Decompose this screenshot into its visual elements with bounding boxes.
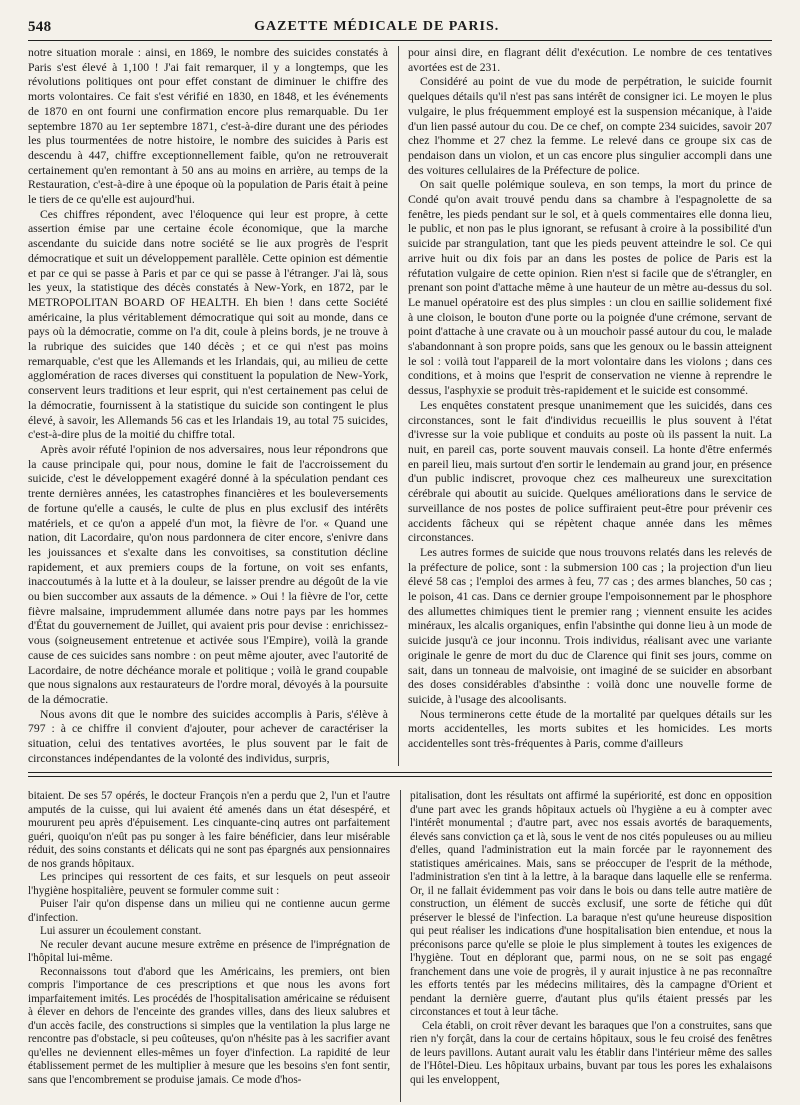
maxim: Ne reculer devant aucune mesure extrême en présence de l'imprégnation de l'hôpital lui-même. [28, 938, 390, 964]
column-divider [400, 790, 401, 1102]
top-right-column [408, 46, 772, 752]
paragraph: pitalisation, dont les résultats ont affirmé la supériorité, est donc en opposition d'une part avec les grands hôpitaux actuels où l'hygiène a eu à compter avec l'intérêt monumental ; d'autre part, avec nos essais avortés de baraquements, élevés sans conviction ça et là, sous le vent de nos cités populeuses ou au milieu d'elles, quand l'administration eut la main forcée par le rayonnement des statistiques américaines. Mais, sans se préoccuper de l'esprit de la méthode, l'administration s'en tint à la lettre, à la baraque dans laquelle elle se renferma. Or, il ne fallait évidemment pas voir dans le bois ou dans telle autre matière de construction, un élément de succès exclusif, une sorte de fétiche qui dût préserver le blessé de l'infection. La baraque n'est qu'une heureuse disposition qui peut réaliser les indications d'une hospitalisation bien entendue, et nous la préconisons parce qu'elle se ploie le plus simplement à toutes les exigences de l'hygiène. Tout en déplorant que, parmi nous, on ne se soit pas engagé franchement dans une voie de progrès, il y aurait injustice à ne pas reconnaître les efforts tentés par les médecins militaires, dès la campagne d'Orient et pendant la dernière guerre, d'autant plus qu'ils étaient pressés par les circonstances et tout à leur tâche. [410, 790, 772, 1018]
paragraph: Reconnaissons tout d'abord que les Américains, les premiers, ont bien compris l'importance de ces prescriptions et que nous les avons fort imparfaitement imités. Les procédés de l'hospitalisation américaine se réduisent à élever en dehors de l'enceinte des grandes villes, dans des lieux salubres et d'un accès facile, des constructions si simples que la ventilation la plus large ne rencontre pas d'obstacle, si peu coûteuses, qu'on n'hésite pas à les sacrifier avant qu'elles ne deviennent elles-mêmes un foyer d'infection. La rapidité de leur établissement permet de les multiplier à mesure que les besoins s'en font sentir, sans que l'encombrement se produise jamais. Ce mode d'hos- [28, 965, 390, 1086]
top-left-column [28, 46, 388, 766]
paragraph: Après avoir réfuté l'opinion de nos adversaires, nous leur répondrons que la cause principale qui, pour nous, domine le fait de l'accroissement du suicide, c'est le développement exagéré donné à la spéculation pendant ces trente dernières années, les catastrophes financières et les bouleversements de fortune qu'elle a causés, le culte de plus en plus exclusif des intérêts matériels, et ce qu'on a appelé d'un mot, la fièvre de l'or. « Quand une nation, dit Lacordaire, qu'on nous pardonnera de citer encore, s'enivre dans les jouissances et s'exalte dans les convoitises, sa constitution décline rapidement, et aux premiers coups de la fortune, on voit ses enfants, inaccoutumés à la lutte et à la douleur, se laisser prendre au dégoût de la vie ou bien succomber aux assauts de la démence. » Oui ! la fièvre de l'or, cette fièvre malsaine, imprudemment allumée dans notre pays par les hommes d'État du gouvernement de Juillet, qui avaient pris pour devise : enrichissez-vous (soigneusement entretenue et activée sous l'Empire), voilà la grande cause de ces suicides sans nombre : on peut même ajouter, avec l'autorité de Lacordaire, de notre déchéance morale et politique ; voilà le grand coupable que nous signalons aux restaurateurs de l'ordre moral, dévoyés à la poursuite de la démocratie. [28, 442, 388, 706]
paragraph: Nous terminerons cette étude de la mortalité par quelques détails sur les morts accidentelles, les morts subites et les homicides. Les morts accidentelles sont très-fréquentes à Paris, comme d'ailleurs [408, 707, 772, 751]
paragraph: Considéré au point de vue du mode de perpétration, le suicide fournit quelques détails qu'il n'est pas sans intérêt de consigner ici. Le moyen le plus vulgaire, le plus fréquemment employé est la suspension mécanique, à l'aide d'un lien passé autour du cou. De ce chef, on compte 234 suicides, savoir 207 chez l'homme et 27 chez la femme. Le relevé dans ce groupe six cas de pendaison dans un violon, et un cas encore plus singulier accompli dans une des voitures cellulaires de la Préfecture de police. [408, 75, 772, 177]
section-divider [28, 772, 772, 773]
paragraph: Nous avons dit que le nombre des suicides accomplis à Paris, s'élève à 797 : à ce chiffre il convient d'ajouter, pour achever de caractériser la situation, celui des tentatives avortées, le plus souvent par le fait de circonstances indépendantes de la volonté des individus, surpris, [28, 707, 388, 765]
maxim: Puiser l'air qu'on dispense dans un milieu qui ne contienne aucun germe d'infection. [28, 898, 390, 924]
paragraph: On sait quelle polémique souleva, en son temps, la mort du prince de Condé qu'on avait trouvé pendu dans sa chambre à l'espagnolette de sa fenêtre, les pieds pendant sur le sol, et à quels commentaires elle donna lieu, le public, et non pas le plus ignorant, se refusant à croire à la possibilité d'un suicide par strangulation, tant que les pieds peuvent atteindre le sol. Ce qui arrive huit ou dix fois par an dans les postes de police de Paris est la réfutation vulgaire de cette opinion. Rien n'est si facile que de s'étrangler, en prenant son point d'attache même à une hauteur de un mètre au-dessus du sol. Le manuel opératoire est des plus simples : un clou en saillie solidement fixé à une cloison, le bouton d'une porte ou la poignée d'une crémone, servant de point d'attache à une cravate ou à un mouchoir passé autour du cou, le malade s'abandonnant à son propre poids, sans que les genoux ou le bassin atteignent le sol : voilà tout l'appareil de la mort volontaire dans les violons ; dans ces conditions, et à moins que l'esprit de conservation ne vienne à reprendre le dessus, l'asphyxie se produit très-rapidement et le suicide est consommé. [408, 178, 772, 398]
paragraph: Les autres formes de suicide que nous trouvons relatés dans les relevés de la préfecture de police, sont : la submersion 100 cas ; la projection d'un lieu élevé 58 cas ; l'emploi des armes à feu, 77 cas ; des armes blanches, 50 cas ; le poison, 41 cas. Dans ce dernier groupe l'empoisonnement par le phosphore des allumettes chimiques tient le premier rang ; viennent ensuite les acides minéraux, les alcalis organiques, enfin l'absinthe qui donne lieu à un mode de suicide jusqu'à ce jour inconnu. Trois individus, réalisant avec une variante originale le genre de mort du duc de Clarence qui finit ses jours, comme on sait, dans un tonneau de malvoisie, ont imaginé de se suicider en absorbant des doses considérables d'absinthe : voilà donc une nouvelle forme de suicide, à l'usage des alcoolisants. [408, 545, 772, 706]
paragraph: Les enquêtes constatent presque unanimement que les suicidés, dans ces circonstances, sont le fait d'individus recueillis le plus souvent à l'état d'ivresse sur la voie publique et conduits au poste où ils passent la nuit. La nuit, en pareil cas, porte souvent mauvais conseil. La honte d'être enfermés en pareil lieu, mais surtout d'en sortir le lendemain au grand jour, en présence d'un public indiscret, provoque chez ces malheureux une surexcitation cérébrale qui aboutit au suicide. Quelques améliorations dans le service de surveillance de nos postes de police suffiraient peut-être pour prévenir ces accidents fâcheux qui se répètent chaque année dans les mêmes circonstances. [408, 398, 772, 545]
paragraph: bitaient. De ses 57 opérés, le docteur François n'en a perdu que 2, l'un et l'autre amputés de la cuisse, qui lui avaient été amenés dans un état désespéré, et moururent peu après d'épuisement. Les cinquante-cinq autres ont parfaitement guéri, quoiqu'on n'eût pas pu songer à les faire bénéficier, dans leur misérable réduit, des soins constants et délicats qui ne sont pas épargnés aux pensionnaires de nos grands hôpitaux. [28, 790, 390, 870]
paragraph: pour ainsi dire, en flagrant délit d'exécution. Le nombre de ces tentatives avortées est de 231. [408, 46, 772, 74]
section-divider [28, 776, 772, 777]
paragraph: Cela établi, on croit rêver devant les baraques que l'on a construites, sans que rien n'y forçât, dans la cour de certains hôpitaux, sous le feu croisé des fenêtres de leurs pavillons. Autant aurait valu les établir dans l'intérieur même des salles de l'Hôtel-Dieu. Les hôpitaux urbains, buvant par tous les pores les exhalaisons qui les enveloppent, [410, 1019, 772, 1086]
page-number: 548 [28, 18, 52, 35]
page-header [28, 14, 772, 41]
journal-title: GAZETTE MÉDICALE DE PARIS. [254, 19, 500, 34]
column-divider [398, 46, 399, 766]
paragraph: Ces chiffres répondent, avec l'éloquence qui leur est propre, à cette assertion émise par une certaine école économique, que la marche ascendante du suicide dans notre société se lie aux progrès de l'esprit démocratique et suit un développement parallèle. Cette opinion est démentie et par ce qui se passe à Paris et par ce qui se passe à l'étranger. J'ai là, sous les yeux, la statistique des décès constatés à New-York, en 1872, par le METROPOLITAN BOARD OF HEALTH. Eh bien ! dans cette Société américaine, la plus véritablement démocratique qui soit au monde, dans ce pays où la démocratie, comme on l'a dit, coule à pleins bords, je ne trouve à la rubrique des suicides que 140 décès ; et ce qui n'est pas moins remarquable, c'est que les Allemands et les Irlandais, qui, au milieu de cette agglomération de races diverses qui constituent la population de New-York, conservent leurs traditions et leur esprit, qui n'est certainement pas celui de la démocratie, fournissent à la statistique du suicide son contingent le plus élevé, à savoir, les Allemands 56 cas et les Irlandais 19, au total 75 suicides, c'est-à-dire plus de la moitié du chiffre total. [28, 207, 388, 442]
bottom-left-column [28, 790, 390, 1087]
bottom-right-column [410, 790, 772, 1087]
maxim: Lui assurer un écoulement constant. [40, 925, 202, 937]
paragraph: notre situation morale : ainsi, en 1869, le nombre des suicides constatés à Paris s'est élevé à 1,100 ! J'ai fait remarquer, il y a longtemps, que les révolutions politiques ont pour effet constant de diminuer le chiffre des morts volontaires. Ce fait s'est vérifié en 1830, en 1848, et les événements de 1870 en ont fourni une confirmation encore plus remarquable. Du 1er septembre 1870 au 1er septembre 1871, c'est-à-dire durant une des périodes les plus tourmentées de notre histoire, le nombre des suicides à Paris est descendu à 447, chiffre exceptionnellement faible, qu'on ne retrouverait certainement qu'en remontant à 50 ans au moins en arrière, au temps de la Restauration, c'est-à-dire à une époque où la population de Paris était à peine le tiers de ce qu'elle est aujourd'hui. [28, 46, 388, 207]
paragraph: Les principes qui ressortent de ces faits, et sur lesquels on peut asseoir l'hygiène hospitalière, peuvent se formuler comme suit : [28, 871, 390, 897]
